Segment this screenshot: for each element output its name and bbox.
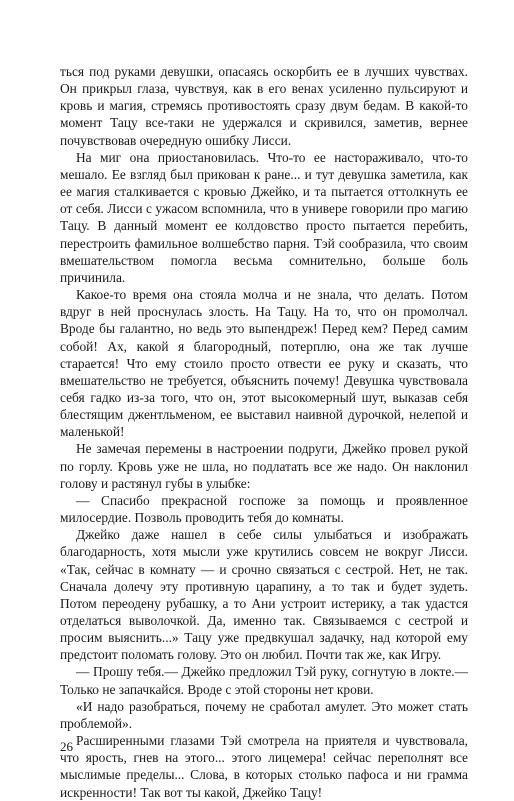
paragraph: Джейко даже нашел в себе силы улыбаться и изображать благодарность, хотя мысли уже крутились совсем не вокруг Лисси. «Так, сейчас в комнату — и срочно связаться с сестрой. Нет, не так. Сначала долечу эту противную царапину, а то так и будет зудеть. Потом переодену рубашку, а то Ани устроит истерику, а так удастся отделаться выволочкой. Да, именно так. Связываемся с сестрой и просим выяснить...» Тацу уже предвкушал задачку, над которой ему предстоит поломать голову. Это он любил. Почти так же, как Игру. (60, 527, 468, 663)
paragraph: Не замечая перемены в настроении подруги, Джейко провел рукой по горлу. Кровь уже не шла, но подлатать все же надо. Он наклонил голову и растянул губы в улыбке: (60, 441, 468, 491)
paragraph-continued: ться под руками девушки, опасаясь оскорбить ее в лучших чувствах. Он прикрыл глаза, чувствуя, как в его венах усиленно пульсируют и кровь и магия, стремясь противостоять сразу двум бедам. В какой-то момент Тацу все-таки не удержался и скривился, заметив, вернее почувствовав очередную ошибку Лисси. (60, 64, 468, 148)
page-text (60, 63, 468, 801)
dialogue-line: — Прошу тебя.— Джейко предложил Тэй руку, согнутую в локте.— Только не запачкайся. Вроде с этой стороны нет крови. (60, 664, 468, 697)
paragraph: Какое-то время она стояла молча и не знала, что делать. Потом вдруг в ней проснулась злость. На Тацу. На то, что он промолчал. Вроде бы галантно, но ведь это выпендреж! Перед кем? Перед самим собой! Ах, какой я благородный, потерплю, она же так лучше старается! Что ему стоило просто отвести ее руку и сказать, что вмешательство не требуется, объяснить почему! Девушка чувствовала себя гадко из-за того, что он, этот высокомерный шут, выказав себя блестящим джентльменом, ее выставил наивной дурочкой, нелепой и маленькой! (60, 287, 468, 440)
paragraph: На миг она приостановилась. Что-то ее настораживало, что-то мешало. Ее взгляд был прикован к ране... и тут девушка заметила, как ее магия сталкивается с кровью Джейко, и та пытается оттолкнуть ее от себя. Лисси с ужасом вспомнила, что в универе говорили про магию Тацу. В данный момент ее колдовство просто пытается перебить, перестроить фамильное волшебство парня. Тэй сообразила, что своим вмешательством помогла весьма сомнительно, больше боль причинила. (60, 149, 468, 285)
thought-line: «И надо разобраться, почему не сработал амулет. Это может стать проблемой». (60, 698, 468, 731)
page-number: 26 (60, 739, 73, 754)
dialogue-line: — Спасибо прекрасной госпоже за помощь и проявленное милосердие. Позволь проводить тебя до комнаты. (60, 492, 468, 526)
paragraph: Расширенными глазами Тэй смотрела на приятеля и чувствовала, что ярость, гнев на этого... этого лицемера! сейчас переполнят все мыслимые пределы... Слова, в которых столько пафоса и ни грамма искренности! Так вот ты какой, Джейко Тацу! (60, 733, 468, 800)
